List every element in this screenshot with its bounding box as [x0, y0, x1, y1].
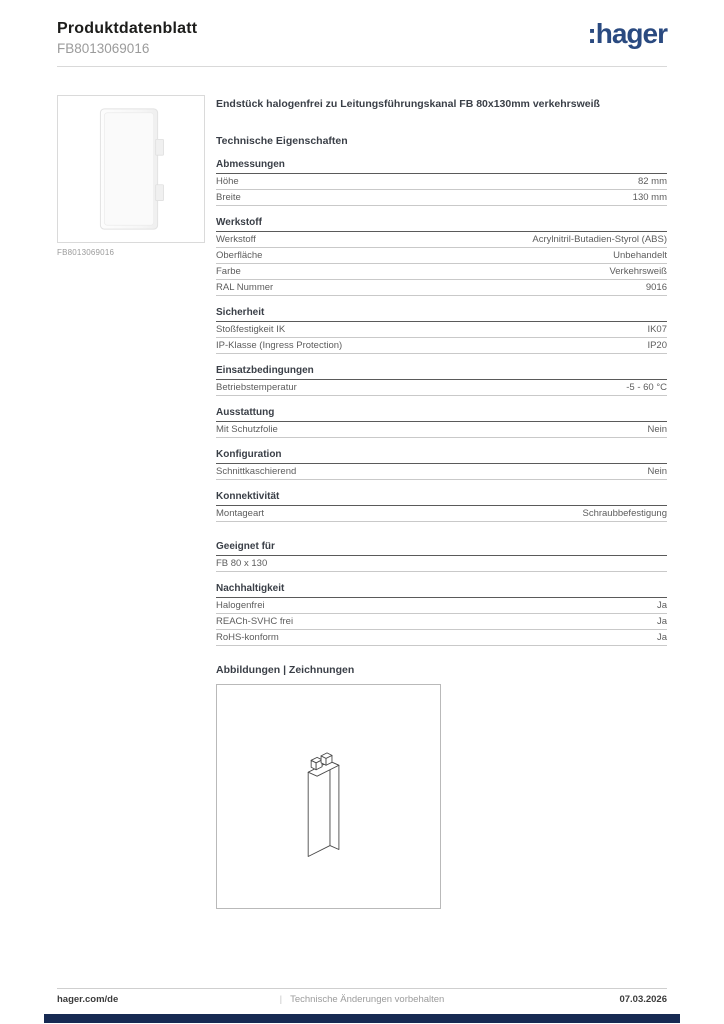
footer-note-wrap — [280, 994, 445, 1005]
section-rows — [216, 556, 667, 572]
row-label: Montageart — [216, 507, 265, 519]
row-value: Nein — [647, 465, 667, 477]
photo-caption: FB8013069016 — [57, 248, 115, 257]
spec-row — [216, 506, 667, 522]
footer-row — [57, 994, 667, 1005]
row-value: 82 mm — [637, 175, 667, 187]
row-value: Nein — [647, 423, 667, 435]
row-value: Acrylnitril-Butadien-Styrol (ABS) — [532, 233, 667, 245]
spec-row — [216, 322, 667, 338]
section-rows — [216, 422, 667, 438]
section-heading: Werkstoff — [216, 217, 667, 232]
row-label: RoHS-konform — [216, 631, 279, 643]
spec-section — [216, 491, 667, 522]
product-photo — [57, 95, 205, 243]
row-value: 130 mm — [632, 191, 667, 203]
spec-section — [216, 217, 667, 296]
spec-row — [216, 464, 667, 480]
row-label: Stoßfestigkeit IK — [216, 323, 286, 335]
section-rows — [216, 174, 667, 206]
row-value: Verkehrsweiß — [609, 265, 667, 277]
row-label: RAL Nummer — [216, 281, 274, 293]
row-value: Ja — [656, 599, 667, 611]
section-heading: Sicherheit — [216, 307, 667, 322]
footer-site-link[interactable]: hager.com/de — [57, 994, 119, 1005]
row-value: Schraubbefestigung — [582, 507, 667, 519]
row-label: Schnittkaschierend — [216, 465, 297, 477]
row-label: FB 80 x 130 — [216, 557, 268, 569]
section-heading: Abmessungen — [216, 159, 667, 174]
spec-row — [216, 232, 667, 248]
section-rows — [216, 464, 667, 480]
content — [57, 95, 667, 909]
spec-row — [216, 190, 667, 206]
spec-column — [216, 95, 667, 909]
section-rows — [216, 506, 667, 522]
row-label: Halogenfrei — [216, 599, 265, 611]
spec-section — [216, 365, 667, 396]
row-value: Unbehandelt — [613, 249, 667, 261]
header-divider — [57, 66, 667, 67]
spec-row — [216, 598, 667, 614]
spec-section — [216, 583, 667, 646]
hager-logo: :hager — [587, 18, 667, 49]
spec-row — [216, 630, 667, 646]
spec-section — [216, 541, 667, 572]
header-titles — [57, 20, 197, 56]
row-value: 9016 — [645, 281, 667, 293]
page-header — [57, 20, 667, 56]
row-label: Farbe — [216, 265, 241, 277]
footer-separator: | — [279, 994, 283, 1005]
spec-row — [216, 264, 667, 280]
product-photo-image — [58, 96, 204, 242]
row-label: Mit Schutzfolie — [216, 423, 278, 435]
spec-row — [216, 280, 667, 296]
spec-section — [216, 407, 667, 438]
section-rows — [216, 232, 667, 296]
row-value: Ja — [656, 631, 667, 643]
spec-sections — [216, 159, 667, 646]
tech-heading: Technische Eigenschaften — [216, 135, 348, 148]
drawings-heading: Abbildungen | Zeichnungen — [216, 664, 355, 677]
section-rows — [216, 380, 667, 396]
spec-row — [216, 248, 667, 264]
section-heading: Einsatzbedingungen — [216, 365, 667, 380]
section-rows — [216, 322, 667, 354]
product-drawing-image — [217, 685, 440, 908]
row-label: Werkstoff — [216, 233, 256, 245]
row-label: Breite — [216, 191, 241, 203]
spec-section — [216, 159, 667, 206]
row-label: Betriebstemperatur — [216, 381, 297, 393]
spec-section — [216, 307, 667, 354]
product-id: FB8013069016 — [57, 41, 150, 56]
spec-row — [216, 614, 667, 630]
footer-divider-line — [57, 988, 667, 989]
section-heading: Konnektivität — [216, 491, 667, 506]
footer-brand-bar — [44, 1014, 680, 1023]
doc-title: Produktdatenblatt — [57, 20, 198, 37]
spec-row — [216, 422, 667, 438]
row-value: IK07 — [647, 323, 667, 335]
spec-row — [216, 380, 667, 396]
section-heading: Geeignet für — [216, 541, 667, 556]
row-label: Oberfläche — [216, 249, 263, 261]
row-value: Ja — [656, 615, 667, 627]
section-heading: Ausstattung — [216, 407, 667, 422]
product-drawing — [216, 684, 441, 909]
section-rows — [216, 598, 667, 646]
section-heading: Konfiguration — [216, 449, 667, 464]
section-heading: Nachhaltigkeit — [216, 583, 667, 598]
row-value: IP20 — [647, 339, 667, 351]
row-label: Höhe — [216, 175, 239, 187]
row-label: REACh-SVHC frei — [216, 615, 294, 627]
footer-date: 07.03.2026 — [619, 994, 667, 1005]
row-label: IP-Klasse (Ingress Protection) — [216, 339, 343, 351]
footer-note: Technische Änderungen vorbehalten — [290, 994, 445, 1005]
photo-column — [57, 95, 205, 909]
page-footer — [0, 988, 724, 1024]
row-value: -5 - 60 °C — [626, 381, 667, 393]
product-title: Endstück halogenfrei zu Leitungsführungskanal FB 80x130mm verkehrsweiß — [216, 98, 600, 110]
spec-row — [216, 556, 667, 572]
spec-row — [216, 338, 667, 354]
spec-section — [216, 449, 667, 480]
spec-row — [216, 174, 667, 190]
